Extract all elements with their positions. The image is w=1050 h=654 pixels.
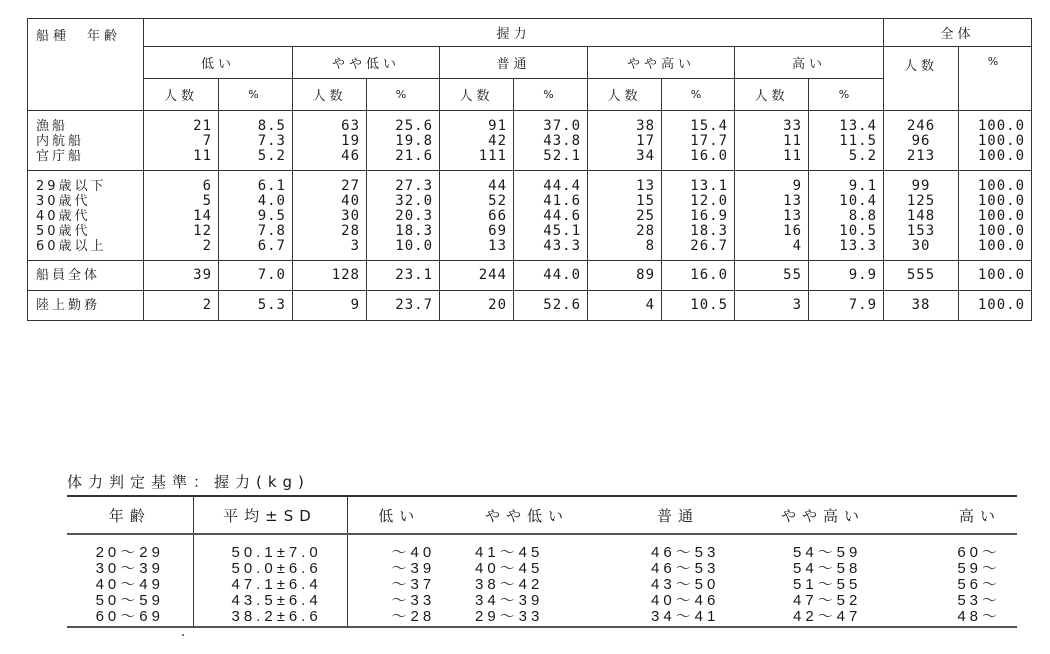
cell-value: 10.4 (839, 193, 878, 209)
criteria-col-mean-sd (193, 534, 347, 627)
row-label: 30歳代 (36, 194, 91, 209)
cell-value: 6.7 (257, 238, 286, 254)
cell-value: 18.3 (395, 223, 433, 239)
cell-value: 7.0 (257, 267, 286, 283)
cell-value: 13.4 (839, 118, 878, 134)
category-header-high: 高い (735, 47, 884, 79)
count-cell (735, 291, 809, 321)
cell-value: 6 (202, 178, 212, 194)
cell-value: 100.0 (977, 148, 1026, 164)
criteria-value: 〜37 (391, 576, 436, 593)
cell-value: 125 (906, 193, 936, 209)
criteria-col-age (67, 534, 193, 627)
count-cell (884, 171, 959, 261)
cell-value: 100.0 (977, 133, 1026, 149)
pct-cell (809, 111, 884, 171)
cell-value: 128 (331, 267, 360, 283)
count-cell (293, 111, 367, 171)
pct-cell (662, 261, 735, 291)
pct-cell (367, 291, 440, 321)
cell-value: 30 (911, 238, 931, 254)
cell-value: 8 (645, 238, 655, 254)
cell-value: 91 (488, 118, 507, 134)
cell-value: 13 (783, 193, 802, 209)
row-label: 漁船 (36, 119, 69, 134)
cell-value: 8.5 (257, 118, 286, 134)
row-label: 40歳代 (36, 209, 91, 224)
count-cell (735, 261, 809, 291)
cell-value: 44.6 (543, 208, 581, 224)
count-header: 人数 (588, 79, 662, 111)
scan-speck (182, 634, 184, 636)
corner-header: 船種 年齢 (28, 19, 144, 111)
cell-value: 15.4 (690, 118, 728, 134)
row-label: 陸上勤務 (36, 298, 101, 313)
count-cell (884, 261, 959, 291)
criteria-value: 54〜59 (793, 544, 862, 561)
cell-value: 63 (341, 118, 360, 134)
pct-cell (514, 261, 588, 291)
cell-value: 5.3 (257, 297, 286, 313)
cell-value: 42 (488, 133, 507, 149)
cell-value: 5 (202, 193, 212, 209)
cell-value: 37.0 (543, 118, 581, 134)
criteria-value: 48〜 (957, 608, 1001, 625)
criteria-value: 29〜33 (475, 608, 544, 625)
criteria-col-slightly-high (753, 534, 893, 627)
count-cell (588, 291, 662, 321)
cell-value: 16.9 (690, 208, 728, 224)
pct-header: % (219, 79, 293, 111)
criteria-value: 42〜47 (793, 608, 862, 625)
pct-cell (514, 111, 588, 171)
pct-header: % (809, 79, 884, 111)
criteria-col-normal (603, 534, 753, 627)
grip-group-header: 握力 (144, 19, 884, 47)
pct-cell (662, 111, 735, 171)
criteria-value: 50.0±6.6 (231, 560, 322, 577)
cell-value: 27.3 (395, 178, 433, 194)
cell-value: 19.8 (395, 133, 433, 149)
cell-value: 6.1 (257, 178, 286, 194)
cell-value: 4.0 (257, 193, 286, 209)
criteria-value: 40〜45 (475, 560, 544, 577)
cell-value: 13 (636, 178, 655, 194)
cell-value: 4 (792, 238, 802, 254)
criteria-value: 20〜29 (95, 544, 164, 561)
criteria-title: 体力判定基準：握力(kg) (67, 473, 310, 491)
cell-value: 9 (350, 297, 360, 313)
row-label: 50歳代 (36, 224, 91, 239)
row-label: 内航船 (36, 134, 85, 149)
criteria-value: 50.1±7.0 (231, 544, 322, 561)
pct-cell (367, 171, 440, 261)
cell-value: 11.5 (839, 133, 878, 149)
row-label-cell (28, 291, 144, 321)
criteria-value: 47.1±6.4 (231, 576, 322, 593)
count-cell (293, 171, 367, 261)
criteria-header-normal: 普通 (603, 496, 753, 534)
cell-value: 44 (488, 178, 507, 194)
cell-value: 5.2 (848, 148, 878, 164)
total-count-header: 人数 (884, 47, 959, 111)
cell-value: 27 (341, 178, 360, 194)
cell-value: 21.6 (395, 148, 433, 164)
cell-value: 16.0 (690, 148, 728, 164)
cell-value: 9.9 (848, 267, 878, 283)
cell-value: 17 (636, 133, 655, 149)
criteria-value: 56〜 (957, 576, 1001, 593)
pct-cell (219, 291, 293, 321)
count-cell (735, 171, 809, 261)
cell-value: 89 (636, 267, 655, 283)
criteria-value: 〜33 (391, 592, 436, 609)
cell-value: 100.0 (977, 267, 1026, 283)
pct-cell (219, 261, 293, 291)
cell-value: 21 (193, 118, 212, 134)
pct-header: % (662, 79, 735, 111)
cell-value: 46 (341, 148, 360, 164)
pct-cell (959, 261, 1032, 291)
criteria-rows (67, 534, 1017, 627)
pct-cell (959, 171, 1032, 261)
cell-value: 26.7 (690, 238, 728, 254)
criteria-header-slightly-high: やや高い (753, 496, 893, 534)
criteria-value: 59〜 (957, 560, 1001, 577)
table-row-group-ship-type (28, 111, 1032, 171)
cell-value: 43.8 (543, 133, 581, 149)
cell-value: 9.1 (848, 178, 878, 194)
criteria-header-slightly-low: やや低い (451, 496, 603, 534)
criteria-header-high: 高い (893, 496, 1017, 534)
criteria-value: 〜40 (391, 544, 436, 561)
cell-value: 25.6 (395, 118, 433, 134)
pct-cell (662, 291, 735, 321)
criteria-value: 〜39 (391, 560, 436, 577)
category-header-slightly-high: やや高い (588, 47, 735, 79)
cell-value: 100.0 (977, 238, 1026, 254)
cell-value: 11 (193, 148, 212, 164)
count-cell (588, 171, 662, 261)
cell-value: 18.3 (690, 223, 728, 239)
criteria-header-age: 年齢 (67, 496, 193, 534)
cell-value: 16 (783, 223, 802, 239)
cell-value: 10.0 (395, 238, 433, 254)
cell-value: 20 (488, 297, 507, 313)
cell-value: 41.6 (543, 193, 581, 209)
pct-cell (959, 111, 1032, 171)
cell-value: 38 (636, 118, 655, 134)
cell-value: 100.0 (977, 193, 1026, 209)
cell-value: 69 (488, 223, 507, 239)
count-cell (293, 291, 367, 321)
cell-value: 12 (193, 223, 212, 239)
cell-value: 23.7 (395, 297, 433, 313)
count-cell (440, 261, 514, 291)
cell-value: 13 (488, 238, 507, 254)
pct-cell (959, 291, 1032, 321)
pct-cell (367, 111, 440, 171)
criteria-table (67, 495, 1017, 628)
count-header: 人数 (440, 79, 514, 111)
count-cell (144, 111, 219, 171)
count-cell (884, 111, 959, 171)
row-label-cell (28, 171, 144, 261)
category-header-low: 低い (144, 47, 293, 79)
category-header-slightly-low: やや低い (293, 47, 440, 79)
pct-cell (662, 171, 735, 261)
table-row-group-crew-total (28, 261, 1032, 291)
criteria-header-low: 低い (347, 496, 451, 534)
grip-table-body (28, 111, 1032, 321)
pct-cell (809, 261, 884, 291)
criteria-value: 51〜55 (793, 576, 862, 593)
cell-value: 3 (792, 297, 802, 313)
criteria-value: 43〜50 (651, 576, 720, 593)
pct-cell (219, 111, 293, 171)
criteria-value: 53〜 (957, 592, 1001, 609)
criteria-value: 46〜53 (651, 560, 720, 577)
criteria-value: 41〜45 (475, 544, 544, 561)
row-label: 船員全体 (36, 268, 101, 283)
cell-value: 100.0 (977, 297, 1026, 313)
count-cell (293, 261, 367, 291)
cell-value: 13.3 (839, 238, 878, 254)
cell-value: 34 (636, 148, 655, 164)
count-header: 人数 (735, 79, 809, 111)
count-cell (440, 111, 514, 171)
cell-value: 246 (906, 118, 936, 134)
cell-value: 4 (645, 297, 655, 313)
count-cell (884, 291, 959, 321)
cell-value: 55 (783, 267, 802, 283)
cell-value: 99 (911, 178, 931, 194)
pct-cell (219, 171, 293, 261)
criteria-value: 47〜52 (793, 592, 862, 609)
cell-value: 12.0 (690, 193, 728, 209)
criteria-value: 38〜42 (475, 576, 544, 593)
cell-value: 13 (783, 208, 802, 224)
count-header: 人数 (293, 79, 367, 111)
cell-value: 2 (202, 297, 212, 313)
cell-value: 52.1 (543, 148, 581, 164)
count-cell (588, 261, 662, 291)
cell-value: 100.0 (977, 208, 1026, 224)
count-cell (440, 171, 514, 261)
pct-cell (514, 291, 588, 321)
cell-value: 44.0 (543, 267, 581, 283)
criteria-value: 60〜69 (95, 608, 164, 625)
cell-value: 38 (911, 297, 931, 313)
cell-value: 39 (193, 267, 212, 283)
cell-value: 7.3 (257, 133, 286, 149)
row-label-cell (28, 261, 144, 291)
cell-value: 17.7 (690, 133, 728, 149)
cell-value: 148 (906, 208, 936, 224)
count-cell (735, 111, 809, 171)
criteria-value: 40〜46 (651, 592, 720, 609)
criteria-value: 〜28 (391, 608, 436, 625)
count-cell (588, 111, 662, 171)
row-label: 29歳以下 (36, 179, 107, 194)
row-label-cell (28, 111, 144, 171)
count-cell (144, 171, 219, 261)
cell-value: 23.1 (395, 267, 433, 283)
cell-value: 2 (202, 238, 212, 254)
criteria-value: 34〜41 (651, 608, 720, 625)
cell-value: 9.5 (257, 208, 286, 224)
table-row-group-age (28, 171, 1032, 261)
cell-value: 555 (906, 267, 936, 283)
pct-header: % (367, 79, 440, 111)
row-label: 60歳以上 (36, 239, 107, 254)
criteria-value: 46〜53 (651, 544, 720, 561)
cell-value: 7.9 (848, 297, 878, 313)
cell-value: 5.2 (257, 148, 286, 164)
pct-cell (514, 171, 588, 261)
criteria-value: 50〜59 (95, 592, 164, 609)
count-cell (144, 291, 219, 321)
cell-value: 7 (202, 133, 212, 149)
cell-value: 14 (193, 208, 212, 224)
cell-value: 25 (636, 208, 655, 224)
criteria-value: 34〜39 (475, 592, 544, 609)
cell-value: 30 (341, 208, 360, 224)
cell-value: 3 (350, 238, 360, 254)
cell-value: 96 (911, 133, 931, 149)
criteria-col-high (893, 534, 1017, 627)
criteria-value: 43.5±6.4 (231, 592, 322, 609)
cell-value: 100.0 (977, 178, 1026, 194)
cell-value: 100.0 (977, 118, 1026, 134)
criteria-value: 60〜 (957, 544, 1001, 561)
cell-value: 11 (783, 148, 802, 164)
cell-value: 9 (792, 178, 802, 194)
cell-value: 153 (906, 223, 936, 239)
cell-value: 13.1 (690, 178, 728, 194)
cell-value: 7.8 (257, 223, 286, 239)
cell-value: 66 (488, 208, 507, 224)
cell-value: 100.0 (977, 223, 1026, 239)
criteria-value: 38.2±6.6 (231, 608, 322, 625)
cell-value: 44.4 (543, 178, 581, 194)
count-header: 人数 (144, 79, 219, 111)
cell-value: 28 (636, 223, 655, 239)
cell-value: 213 (906, 148, 936, 164)
total-pct-header: % (959, 47, 1032, 111)
pct-header: % (514, 79, 588, 111)
cell-value: 52.6 (543, 297, 581, 313)
criteria-value: 30〜39 (95, 560, 164, 577)
grip-strength-table (27, 18, 1032, 321)
cell-value: 11 (783, 133, 802, 149)
pct-cell (367, 261, 440, 291)
cell-value: 33 (783, 118, 802, 134)
cell-value: 8.8 (848, 208, 878, 224)
count-cell (440, 291, 514, 321)
row-label: 官庁船 (36, 149, 85, 164)
total-group-header: 全体 (884, 19, 1032, 47)
cell-value: 19 (341, 133, 360, 149)
cell-value: 43.3 (543, 238, 581, 254)
cell-value: 45.1 (543, 223, 581, 239)
cell-value: 20.3 (395, 208, 433, 224)
cell-value: 40 (341, 193, 360, 209)
cell-value: 16.0 (690, 267, 728, 283)
cell-value: 10.5 (839, 223, 878, 239)
count-cell (144, 261, 219, 291)
criteria-header-mean-sd: 平均±SD (193, 496, 347, 534)
cell-value: 15 (636, 193, 655, 209)
pct-cell (809, 291, 884, 321)
criteria-col-low (347, 534, 451, 627)
pct-cell (809, 171, 884, 261)
cell-value: 244 (478, 267, 507, 283)
cell-value: 32.0 (395, 193, 433, 209)
table-row-group-land-work (28, 291, 1032, 321)
cell-value: 10.5 (690, 297, 728, 313)
criteria-value: 54〜58 (793, 560, 862, 577)
cell-value: 111 (478, 148, 507, 164)
category-header-normal: 普通 (440, 47, 588, 79)
criteria-value: 40〜49 (95, 576, 164, 593)
criteria-col-slightly-low (451, 534, 603, 627)
cell-value: 28 (341, 223, 360, 239)
cell-value: 52 (488, 193, 507, 209)
